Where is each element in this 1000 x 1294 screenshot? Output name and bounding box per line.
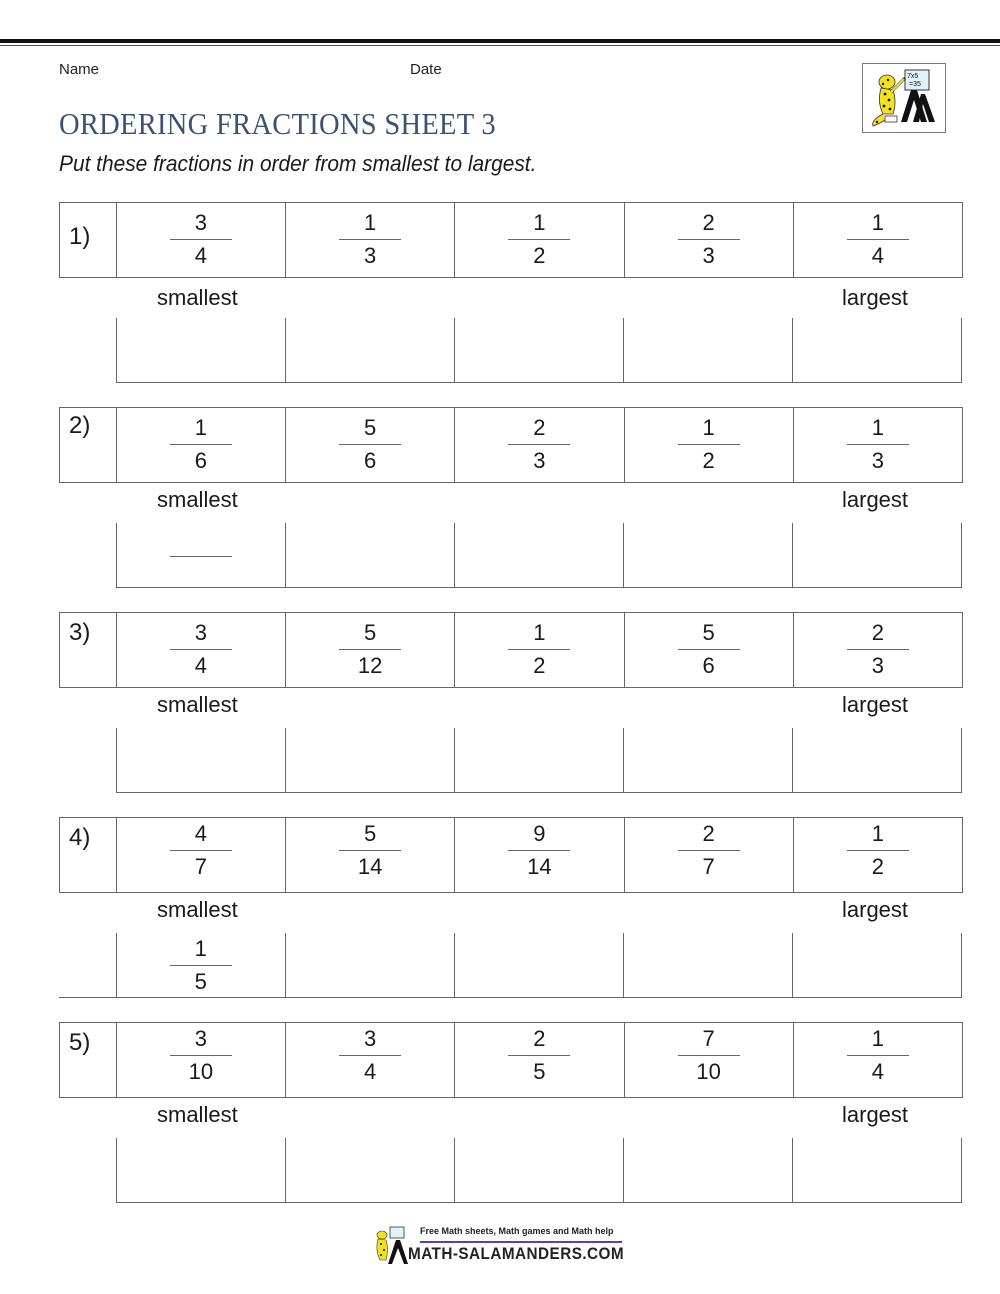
fraction: 1 2 xyxy=(508,210,570,269)
question-number: 1) xyxy=(60,203,117,277)
fraction: 1 2 xyxy=(508,620,570,679)
largest-label: largest xyxy=(842,897,909,922)
fraction: 3 4 xyxy=(170,210,232,269)
fraction: 5 6 xyxy=(678,620,740,679)
header-rule-thin xyxy=(0,45,1000,46)
fraction-cell xyxy=(117,1023,286,1097)
fraction-cell xyxy=(625,1023,794,1097)
fraction-cell xyxy=(794,613,962,687)
svg-text:=35: =35 xyxy=(909,81,921,88)
fraction-cell xyxy=(117,613,286,687)
smallest-label: smallest xyxy=(157,487,238,512)
fraction-bar-blank xyxy=(170,556,232,557)
answer-box[interactable] xyxy=(792,728,962,792)
date-label: Date xyxy=(410,61,442,78)
fraction: 3 4 xyxy=(339,1026,401,1085)
fraction-cell xyxy=(794,408,962,482)
fraction: 1 4 xyxy=(847,1026,909,1085)
answer-box[interactable] xyxy=(454,728,623,792)
question-number: 3) xyxy=(60,613,117,687)
fractions-row xyxy=(59,202,963,278)
header-rule-thick xyxy=(0,39,1000,43)
fraction: 3 4 xyxy=(170,620,232,679)
smallest-label: smallest xyxy=(157,285,238,310)
fraction: 1 3 xyxy=(847,415,909,474)
question-3 xyxy=(59,612,963,792)
fraction: 5 6 xyxy=(339,415,401,474)
fraction-cell xyxy=(794,818,962,892)
largest-label: largest xyxy=(842,692,909,717)
question-number: 5) xyxy=(60,1023,117,1097)
fraction: 5 14 xyxy=(339,821,401,880)
answer-row xyxy=(116,1138,962,1203)
answer-box[interactable] xyxy=(454,318,623,382)
fractions-row xyxy=(59,1022,963,1098)
answer-box[interactable] xyxy=(454,523,623,587)
footer-tagline: Free Math sheets, Math games and Math help xyxy=(420,1226,614,1236)
answer-row xyxy=(59,933,962,998)
footer-site-link[interactable]: MATH-SALAMANDERS.COM xyxy=(408,1244,625,1263)
answer-box[interactable] xyxy=(623,523,792,587)
fraction: 9 14 xyxy=(508,821,570,880)
fraction-cell xyxy=(455,408,624,482)
footer-rule xyxy=(420,1241,622,1243)
smallest-label: smallest xyxy=(157,897,238,922)
fraction-cell xyxy=(117,408,286,482)
largest-label: largest xyxy=(842,1102,909,1127)
question-4 xyxy=(59,817,963,997)
footer-logo[interactable] xyxy=(372,1224,628,1268)
answer-row xyxy=(116,523,962,588)
fraction: 1 2 xyxy=(847,821,909,880)
answer-box[interactable] xyxy=(454,1138,623,1202)
fraction: 1 3 xyxy=(339,210,401,269)
answer-row xyxy=(116,728,962,793)
fraction-cell xyxy=(117,203,286,277)
question-5 xyxy=(59,1022,963,1202)
answer-box[interactable] xyxy=(792,933,962,997)
fraction: 2 3 xyxy=(508,415,570,474)
fraction-cell xyxy=(286,203,455,277)
fraction: 2 7 xyxy=(678,821,740,880)
fraction-cell xyxy=(286,613,455,687)
answer-box[interactable] xyxy=(792,523,962,587)
answer-box[interactable] xyxy=(623,318,792,382)
fraction-cell xyxy=(455,613,624,687)
answer-box[interactable] xyxy=(792,318,962,382)
answer-box[interactable] xyxy=(792,1138,962,1202)
fraction: 2 3 xyxy=(847,620,909,679)
answer-box[interactable] xyxy=(285,933,454,997)
fraction-cell xyxy=(625,203,794,277)
answer-box[interactable] xyxy=(116,728,285,792)
answer-box[interactable] xyxy=(116,933,285,997)
question-1 xyxy=(59,202,963,382)
fraction-cell xyxy=(794,1023,962,1097)
fraction-cell xyxy=(455,818,624,892)
answer-box[interactable] xyxy=(623,933,792,997)
fraction: 1 4 xyxy=(847,210,909,269)
salamander-footer-icon xyxy=(372,1226,408,1266)
answer-fraction: 1 5 xyxy=(170,936,232,995)
name-label: Name xyxy=(59,61,100,78)
salamander-teacher-icon xyxy=(863,64,945,132)
fraction: 5 12 xyxy=(339,620,401,679)
fraction-cell xyxy=(286,1023,455,1097)
answer-box[interactable] xyxy=(285,523,454,587)
fractions-row xyxy=(59,817,963,893)
answer-box[interactable] xyxy=(285,728,454,792)
fraction: 2 3 xyxy=(678,210,740,269)
answer-box[interactable] xyxy=(623,1138,792,1202)
svg-text:7x5: 7x5 xyxy=(907,73,919,80)
question-2 xyxy=(59,407,963,587)
fraction-cell xyxy=(455,1023,624,1097)
smallest-label: smallest xyxy=(157,1102,238,1127)
fractions-row xyxy=(59,407,963,483)
answer-box[interactable] xyxy=(623,728,792,792)
fraction: 2 5 xyxy=(508,1026,570,1085)
fraction: 1 6 xyxy=(170,415,232,474)
largest-label: largest xyxy=(842,487,909,512)
page-title: ORDERING FRACTIONS SHEET 3 xyxy=(59,106,496,141)
fraction: 4 7 xyxy=(170,821,232,880)
answer-box[interactable] xyxy=(285,1138,454,1202)
salamander-logo xyxy=(862,63,946,133)
instructions: Put these fractions in order from smallest to largest. xyxy=(59,151,537,176)
fraction-cell xyxy=(286,408,455,482)
fraction: 7 10 xyxy=(678,1026,740,1085)
question-number: 4) xyxy=(60,818,117,892)
fraction-cell xyxy=(625,613,794,687)
fraction-cell xyxy=(455,203,624,277)
fraction: 1 2 xyxy=(678,415,740,474)
answer-box[interactable] xyxy=(116,523,285,587)
answer-box[interactable] xyxy=(454,933,623,997)
fraction-cell xyxy=(625,408,794,482)
largest-label: largest xyxy=(842,285,909,310)
answer-box[interactable] xyxy=(116,1138,285,1202)
answer-row xyxy=(116,318,962,383)
fraction-cell xyxy=(286,818,455,892)
answer-box[interactable] xyxy=(285,318,454,382)
question-number: 2) xyxy=(60,408,117,482)
fraction-cell xyxy=(625,818,794,892)
answer-box[interactable] xyxy=(116,318,285,382)
fractions-row xyxy=(59,612,963,688)
fraction-cell xyxy=(794,203,962,277)
fraction: 3 10 xyxy=(170,1026,232,1085)
fraction-cell xyxy=(117,818,286,892)
smallest-label: smallest xyxy=(157,692,238,717)
